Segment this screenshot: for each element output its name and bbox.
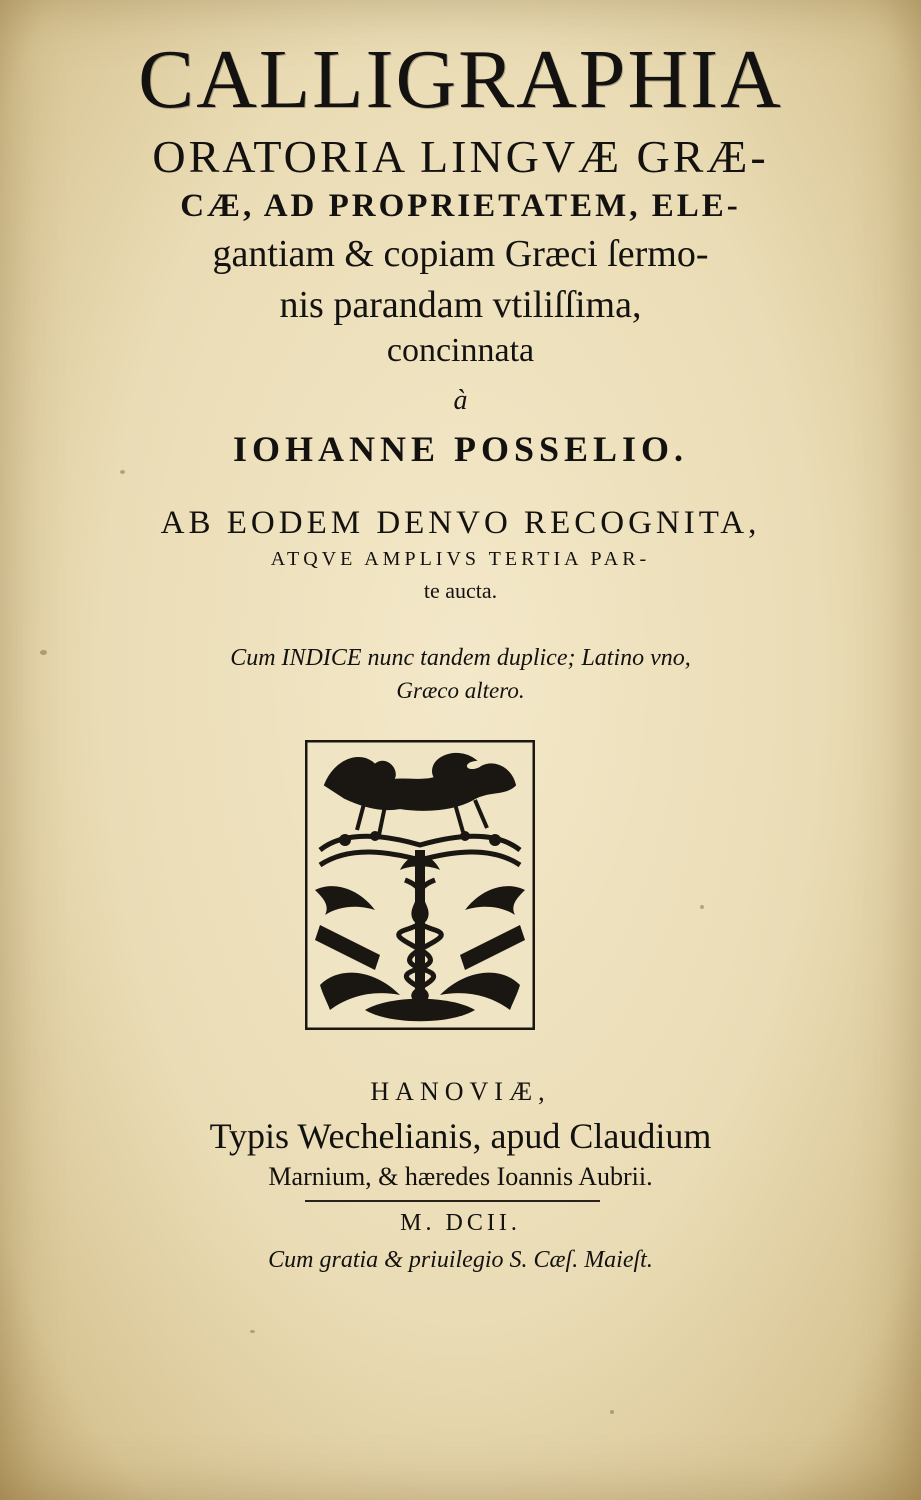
title-line-2: ORATORIA LINGVÆ GRÆ-: [152, 131, 769, 182]
title-line-5: nis parandam vtiliſſima,: [279, 284, 642, 326]
title-line-6: concinnata: [386, 332, 535, 369]
index-note-line-2: Græco altero.: [396, 678, 525, 703]
imprint-printer-line-2: Marnium, & hæredes Ioannis Aubrii.: [268, 1162, 653, 1191]
edition-line-1: AB EODEM DENVO RECOGNITA,: [160, 505, 761, 541]
imprint-year: M. DCII.: [400, 1210, 521, 1236]
imprint-printer-line-1: Typis Wechelianis, apud Claudium: [209, 1116, 712, 1156]
author-name: IOHANNE POSSELIO.: [232, 429, 689, 469]
printer-device-pegasus-caduceus-icon: [305, 740, 535, 1030]
imprint-divider: [305, 1200, 600, 1202]
title-line-3: CÆ, AD PROPRIETATEM, ELE-: [180, 188, 741, 224]
imprint-privilege: Cum gratia & priuilegio S. Cæſ. Maieſt.: [268, 1247, 653, 1273]
author-prefix: à: [453, 385, 468, 416]
imprint-place: HANOVIÆ,: [370, 1077, 551, 1106]
edition-line-3: te aucta.: [423, 578, 498, 603]
title-line-1: CALLIGRAPHIA: [138, 33, 783, 126]
edition-line-2: ATQVE AMPLIVS TERTIA PAR-: [270, 548, 651, 570]
title-line-4: gantiam & copiam Græci ſermo-: [212, 233, 709, 275]
index-note-line-1: Cum INDICE nunc tandem duplice; Latino vno,: [230, 645, 691, 671]
